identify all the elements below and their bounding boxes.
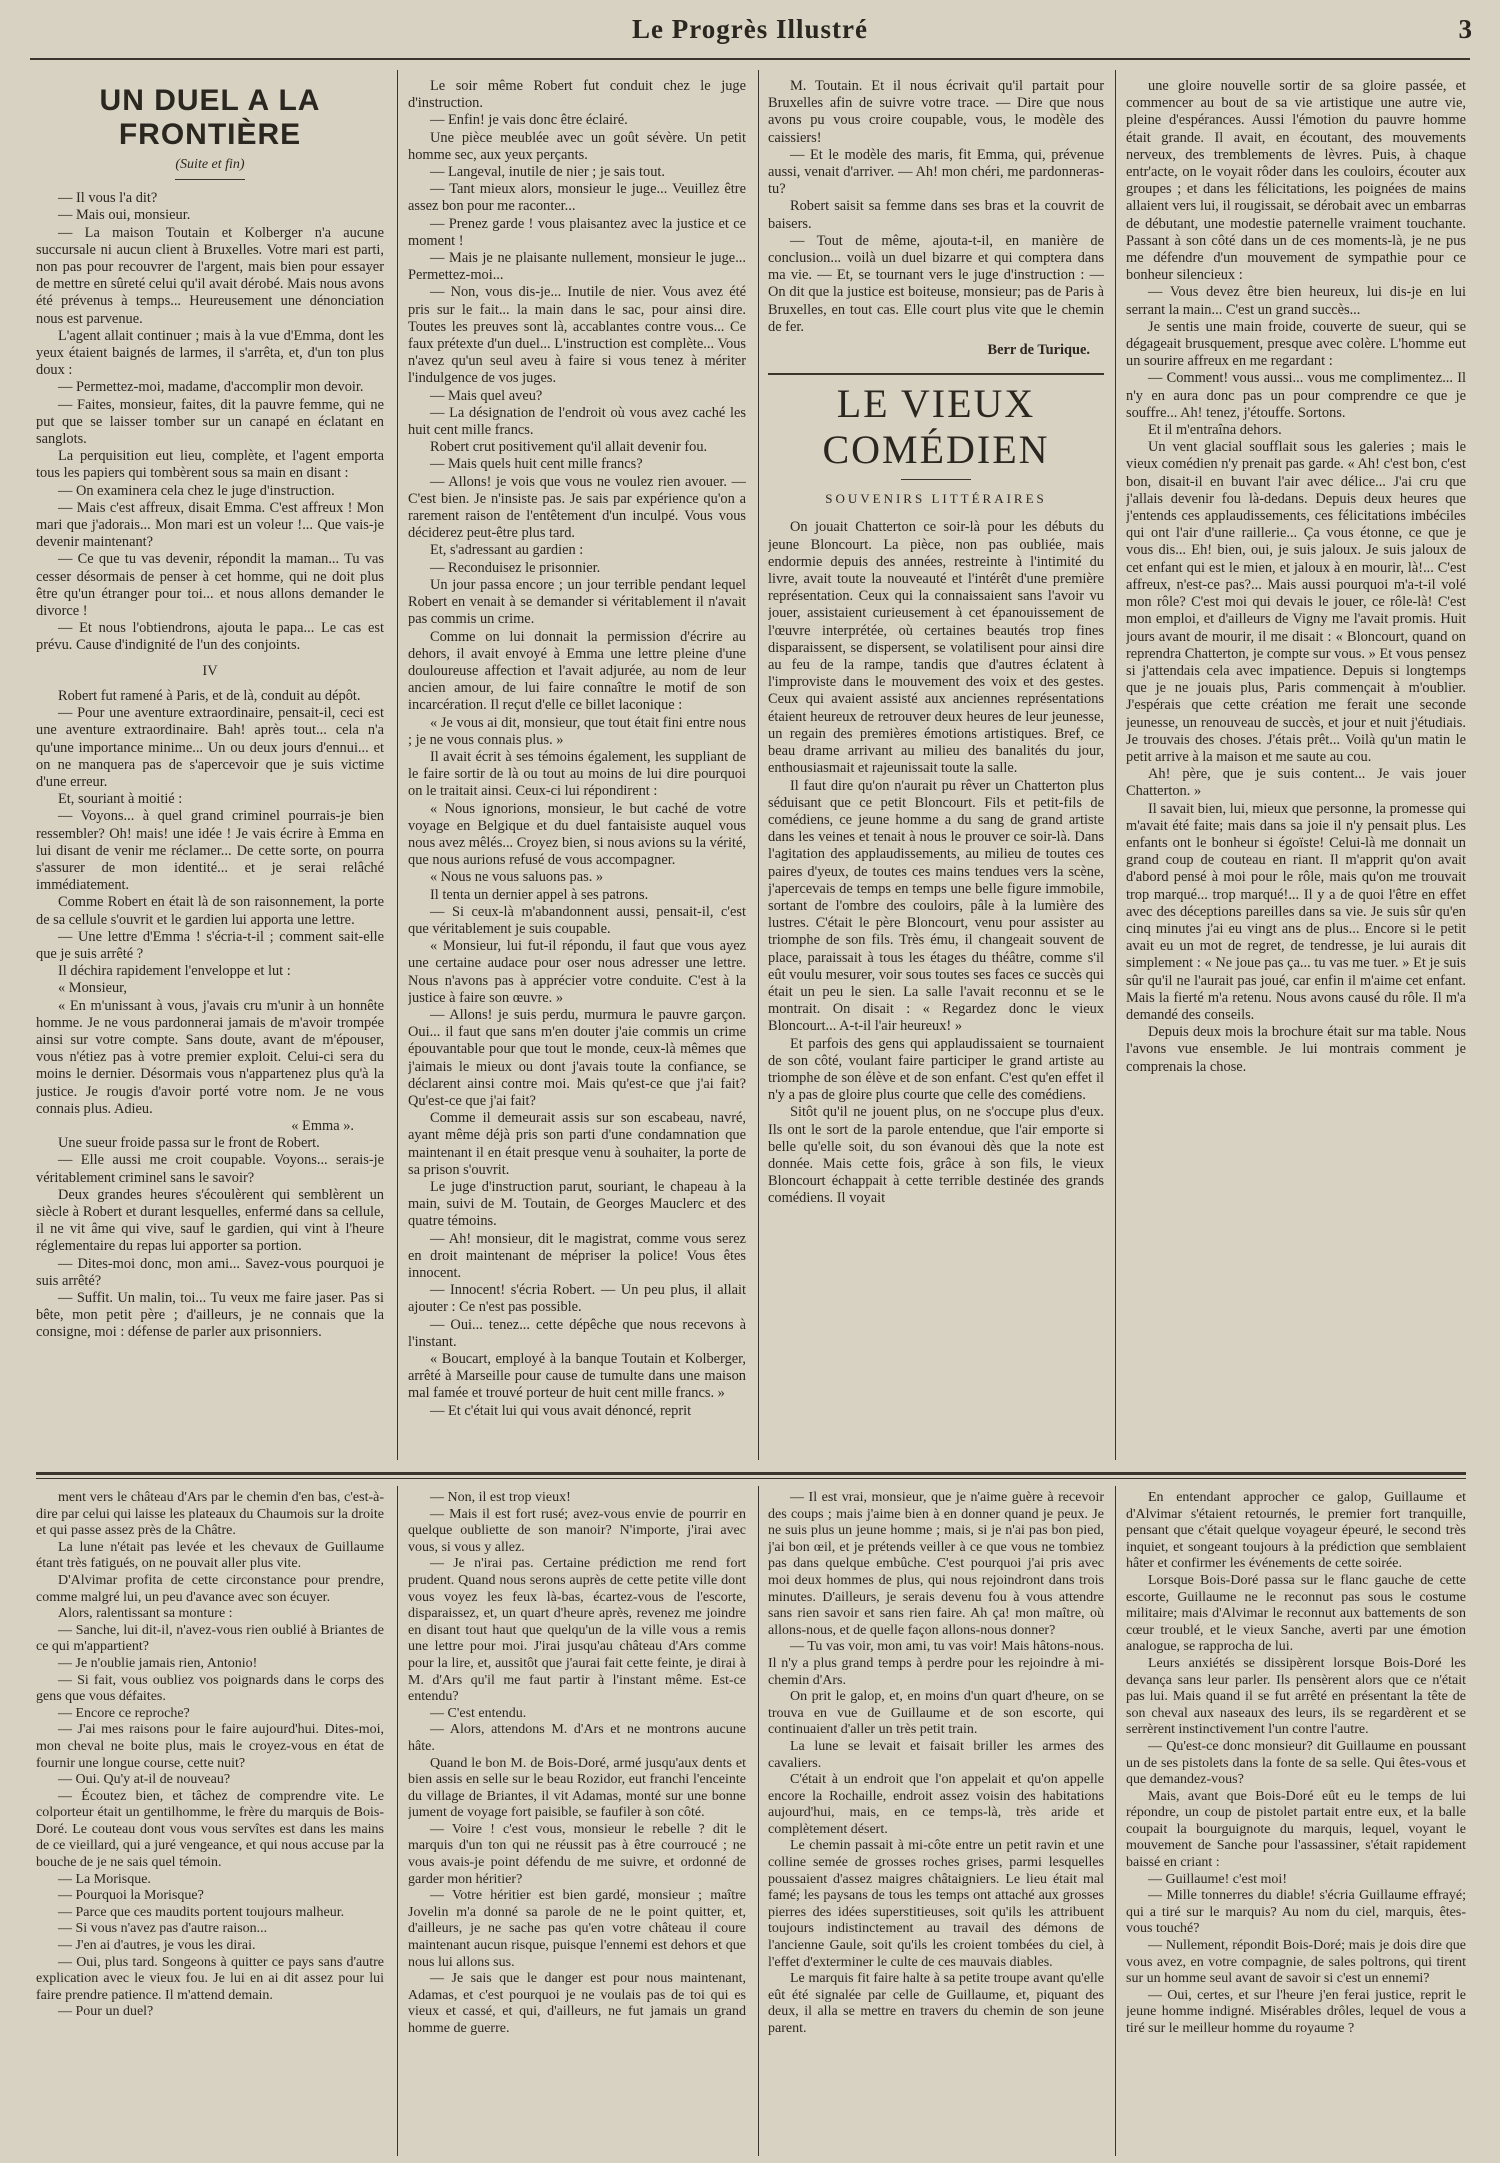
feuilleton-column-4 (1126, 1490, 1466, 2156)
paragraph: Sitôt qu'il ne jouent plus, on ne s'occupe plus d'eux. Ils ont le sort de la parole entendue, que l'air emporte si belle qu'elle soit, du son évanoui dès que la note est donnée. Mais cette fois, grâce à son fils, le vieux Bloncourt échappait à cette terrible destinée des grands comédiens. Il voyait (768, 1104, 1104, 1207)
paragraph: « Nous ignorions, monsieur, le but caché de votre voyage en Belgique et du duel fantaisiste auquel vous nous avez mêlés... Croyez bien, si nous avions su la vérité, que nous aurions refusé de vous accompagner. (408, 800, 746, 869)
paragraph: « Je vous ai dit, monsieur, que tout était fini entre nous ; je ne vous connais plus. » (408, 714, 746, 748)
paragraph: Et parfois des gens qui applaudissaient se tournaient de son côté, voulant faire participer le grand artiste au triomphe de son élève et de son enfant. C'est qu'en effet il n'y a pas de gloire plus courte que celle des comédiens. (768, 1035, 1104, 1104)
comedien-col4-paragraphs (1126, 78, 1466, 1076)
paragraph: — Il vous l'a dit? (58, 190, 158, 207)
paragraph: Le juge d'instruction parut, souriant, le chapeau à la main, suivi de M. Toutain, de Georges Mauclerc et des quatre témoins. (408, 1179, 746, 1230)
paragraph: — Tant mieux alors, monsieur le juge... Veuillez être assez bon pour me raconter... (408, 181, 746, 215)
paragraph: — Une lettre d'Emma ! s'écria-t-il ; comment sait-elle que je suis arrêté ? (36, 928, 384, 962)
article-title-duel: UN DUEL A LA FRONTIÈRE (99, 84, 321, 151)
section-number: IV (202, 662, 218, 679)
paragraph: — On examinera cela chez le juge d'instruction. (58, 482, 335, 499)
newspaper-title: Le Progrès Illustré (632, 14, 868, 44)
paragraph: — Mille tonnerres du diable! s'écria Guillaume effrayé; qui a tiré sur le marquis? Au nom du ciel, marquis, êtes-vous touché? (1126, 1888, 1466, 1937)
page-number: 3 (1458, 14, 1472, 44)
paragraph: Une sueur froide passa sur le front de Robert. (58, 1135, 320, 1152)
column-3-upper (768, 78, 1104, 1458)
paragraph: — Pour un duel? (58, 2004, 154, 2020)
paragraph: — Oui... tenez... cette dépêche que nous recevons à l'instant. (408, 1316, 746, 1350)
paragraph: — Non, il est trop vieux! (430, 1490, 571, 1505)
column-rule (1115, 70, 1116, 1460)
paragraph: — Mais c'est affreux, disait Emma. C'est affreux ! Mon mari que j'adorais... Mon mari est un voleur !... Que vais-je devenir maintenant? (36, 499, 384, 551)
paragraph: — Et c'était lui qui vous avait dénoncé, reprit (430, 1402, 692, 1419)
paragraph: La lune n'était pas levée et les chevaux de Guillaume étant très fatigués, on ne pouvait aller plus vite. (36, 1539, 384, 1572)
paragraph: — Alors, attendons M. d'Ars et ne montrons aucune hâte. (408, 1722, 746, 1754)
paragraph: — Si fait, vous oubliez vos poignards dans le corps des gens que vous défaites. (36, 1672, 384, 1705)
paragraph: Et, souriant à moitié : (58, 791, 183, 808)
paragraph: « Nous ne vous saluons pas. » (430, 869, 604, 886)
article-subtitle-duel: (Suite et fin) (175, 157, 245, 172)
paragraph: — Non, vous dis-je... Inutile de nier. Vous avez été pris sur le fait... la main dans le sac, pour ainsi dire. Toutes les preuves sont là, accablantes contre vous... Ce faux prétexte d'un duel... L'instruction est complète... Vous n'avez qu'un seul aveu à faire si vous tenez à mériter l'indulgence de vos juges. (408, 284, 746, 387)
paragraph: — Je n'irai pas. Certaine prédiction me rend fort prudent. Quand nous serons auprès de cette petite ville dont vous voyez les feux là-bas, écartez-vous de l'escorte, disparaissez, et, un quart d'heure après, revenez me joindre en disant tout haut que quelqu'un de la ville vous a remis une lettre pour moi. J'irai jusqu'au château d'Ars comme pour la lire, et, aussitôt que j'aurai fait cette feinte, je dirai à M. d'Ars qu'il me faut partir à l'instant même. Est-ce entendu? (408, 1556, 746, 1705)
paragraph: — Nullement, répondit Bois-Doré; mais je dois dire que vous avez, en votre compagnie, de sales poltrons, qui tirent sur un homme seul avant de savoir si c'est un ennemi? (1126, 1938, 1466, 1987)
paragraph: La lune se levait et faisait briller les armes des cavaliers. (768, 1738, 1104, 1771)
paragraph: — Vous devez être bien heureux, lui dis-je en lui serrant la main... C'est un grand succès... (1126, 284, 1466, 318)
header-rule (30, 58, 1470, 60)
column-rule (758, 70, 759, 1460)
paragraph: — Langeval, inutile de nier ; je sais tout. (430, 164, 665, 181)
duel-col1b-paragraphs (36, 688, 384, 1342)
paragraph: Quand le bon M. de Bois-Doré, armé jusqu'aux dents et bien assis en selle sur le beau Rozidor, eut franchi l'enceinte du village de Briantes, il vit Adamas, monté sur une bonne jument de voyage fort paisible, se faufiler à son côté. (408, 1755, 746, 1821)
paragraph: M. Toutain. Et il nous écrivait qu'il partait pour Bruxelles afin de suivre votre trace. — Dire que nous avons pu vous croire coupable, vous, le modèle des caissiers! (768, 78, 1104, 146)
paragraph: On jouait Chatterton ce soir-là pour les débuts du jeune Bloncourt. La pièce, non pas oubliée, mais endormie depuis des années, restreinte à l'intimité du livre, avait toute la nouveauté et l'intérêt d'une première représentation. Ceux qui la connaissaient sans l'avoir vu jouer, assistaient curieusement à cet épanouissement de l'œuvre interprétée, où certaines beautés trop fines disparaissent, se dispersent, se volatilisent pour ainsi dire au feu de la rampe, tandis que d'autres éclatent à l'improviste dans le mouvement des voix et des gestes. Ceux qui avaient assisté aux anciennes représentations étaient heureux de retrouver deux heures de leur jeunesse, un regain des premières émotions artistiques. Bref, ce beau drame arrivant au milieu des banalités du jour, enthousiasmait et rajeunissait toute la salle. (768, 519, 1104, 777)
paragraph: Il tenta un dernier appel à ses patrons. (430, 886, 649, 903)
paragraph: — Mais je ne plaisante nullement, monsieur le juge... Permettez-moi... (408, 250, 746, 284)
feuilleton-col4-paragraphs (1126, 1490, 1466, 2038)
paragraph: — Encore ce reproche? (58, 1705, 190, 1721)
paragraph: — Oui. Qu'y at-il de nouveau? (58, 1772, 231, 1788)
paragraph: La perquisition eut lieu, complète, et l'agent emporta tous les papiers qui tombèrent sous sa main en disant : (36, 448, 384, 482)
paragraph: — Mais oui, monsieur. (58, 207, 191, 224)
paragraph: — Allons! je suis perdu, murmura le pauvre garçon. Oui... il faut que sans m'en douter j'aie commis un crime épouvantable pour que tout le monde, ceux-là mêmes que j'aimais le mieux ou dont j'avais toute la confiance, se déclarent ainsi contre moi. Mais qu'est-ce que j'ai fait? Qu'est-ce que j'ai fait? (408, 1006, 746, 1109)
paragraph: — Sanche, lui dit-il, n'avez-vous rien oublié à Briantes de ce qui m'appartient? (36, 1622, 384, 1655)
paragraph: « Monsieur, (58, 980, 127, 997)
feuilleton-col3-paragraphs (768, 1490, 1104, 2038)
paragraph: Robert saisit sa femme dans ses bras et la couvrit de baisers. (768, 198, 1104, 232)
article-title-comedien: LE VIEUX COMÉDIEN (822, 381, 1050, 473)
paragraph: ment vers le château d'Ars par le chemin d'en bas, c'est-à-dire par celui qui laisse les plateaux du Chaumois sur la droite et qui passe assez près de la Châtre. (36, 1490, 384, 1539)
feuilleton-col2-paragraphs (408, 1490, 746, 2038)
paragraph: « Emma ». (291, 1117, 354, 1134)
paragraph: — Faites, monsieur, faites, dit la pauvre femme, qui ne put que se laisser tomber sur un canapé en éclatant en sanglots. (36, 396, 384, 448)
paragraph: Le soir même Robert fut conduit chez le juge d'instruction. (408, 78, 746, 112)
paragraph: En entendant approcher ce galop, Guillaume et d'Alvimar s'étaient retournés, le premier fort tranquille, pensant que c'était quelque voyageur épeuré, le second très inquiet, et songeant toujours à la prédiction que semblaient hâter et confirmer les événements de cette soirée. (1126, 1490, 1466, 1572)
article-separator-rule (768, 373, 1104, 375)
paragraph: — Et le modèle des maris, fit Emma, qui, prévenue aussi, venait d'arriver. — Ah! mon chéri, me pardonneras-tu? (768, 146, 1104, 198)
paragraph: Un vent glacial soufflait sous les galeries ; mais le vieux comédien n'y prenait pas garde. « Ah! c'est bon, c'est bon, disait-il en buvant l'air avec délice... J'ai cru que j'allais devenir fou là-dedans. Depuis deux heures que j'entends ces applaudissements, ces félicitations imbéciles qui ont l'air d'une raillerie... Ça vous étonne, ce que je vous dis... Eh! bien, oui, je suis jaloux. Je suis jaloux de cet enfant qui est le mien, et jaloux à en mourir, là!... C'est affreux, n'est-ce pas?... Mais aussi pourquoi m'a-t-il volé mon rôle? C'est moi qui devais le jouer, ce rôle-là! C'est mon emploi, et d'ailleurs de Vigny me l'avait promis. Huit jours avant de mourir, il me disait : « Bloncourt, quand on reprendra Chatterton, je compte sur vous. » Et vous pensez si j'attendais cela avec impatience. Depuis si longtemps que je ne jouais plus, Paris commençait à m'oublier. J'espérais que cette création me ferait une seconde jeunesse, un renouveau de succès, et jour et nuit j'étudiais. Je trouvais des choses. J'étais prêt... Voilà qu'un matin le petit arrive à la maison et me saute au cou. (1126, 439, 1466, 765)
paragraph: Le chemin passait à mi-côte entre un petit ravin et une colline semée de grosses roches grises, parmi lesquelles poussaient d'assez maigres châtaigniers. Le lieu était mal famé; les paysans de tous les temps ont attaché aux grosses pierres des idées superstitieuses, soit qu'ils les attribuent toujours indistinctement au travail des démons de l'ancienne Gaule, soit qu'ils les croient tombées du ciel, à l'effet d'exterminer le culte de ces mauvais diables. (768, 1838, 1104, 1970)
paragraph: Le marquis fit faire halte à sa petite troupe avant qu'elle eût été signalée par celle de Guillaume, et, piquant des deux, il alla se mettre en travers du chemin de son jeune parent. (768, 1971, 1104, 2036)
column-rule (397, 1486, 398, 2156)
paragraph: Comme on lui donnait la permission d'écrire au dehors, il avait envoyé à Emma une lettre pleine d'une douloureuse affection et l'avait adjurée, au nom de leur ancien amour, de lui faire connaître le motif de son incarcération. Il reçut d'elle ce billet laconique : (408, 628, 746, 714)
paragraph: Et, s'adressant au gardien : (430, 542, 584, 559)
paragraph: Mais, avant que Bois-Doré eût eu le temps de lui répondre, un coup de pistolet partait entre eux, et la balle coupait la bourguignote du marquis, lequel, voyant le mouvement de Sanche pour l'assassiner, s'était rapidement baissé en criant : (1126, 1788, 1466, 1871)
page-header (0, 14, 1500, 54)
paragraph: — Dites-moi donc, mon ami... Savez-vous pourquoi je suis arrêté? (36, 1255, 384, 1289)
article-signature: Berr de Turique. (987, 342, 1090, 359)
paragraph: — Écoutez bien, et tâchez de comprendre vite. Le colporteur était un gentilhomme, le frère du marquis de Bois-Doré. Le couteau dont vous vous servîtes est dans les mains de ce vieillard, qui a juré vengeance, et qui nous accuse par la bouche de je ne sais quel témoin. (36, 1788, 384, 1871)
paragraph: D'Alvimar profita de cette circonstance pour prendre, comme malgré lui, un peu d'avance avec son écuyer. (36, 1572, 384, 1605)
paragraph: — Comment! vous aussi... vous me complimentez... Il n'y en aura donc pas un pour comprendre ce que je souffre... Ah! tenez, j'étouffe. Sortons. (1126, 370, 1466, 421)
paragraph: Un jour passa encore ; un jour terrible pendant lequel Robert en venait à se demander si véritablement il n'avait pas commis un crime. (408, 576, 746, 628)
paragraph: Et il m'entraîna dehors. (1148, 422, 1282, 439)
paragraph: — La maison Toutain et Kolberger n'a aucune succursale ni aucun client à Bruxelles. Votre mari est parti, non pas pour recouvrer de l'argent, mais bien pour essayer de mettre en sûreté celui qu'il avait dérobé. Mais nous avons été prévenus à temps... Heureusement une dénonciation nous est parvenue. (36, 224, 384, 327)
paragraph: Il déchira rapidement l'enveloppe et lut : (58, 963, 291, 980)
column-rule (397, 70, 398, 1460)
article-subtitle-comedien: SOUVENIRS LITTÉRAIRES (825, 491, 1047, 507)
comedien-column-4 (1126, 78, 1466, 1458)
paragraph: — Oui, certes, et sur l'heure j'en ferai justice, reprit le jeune homme indigné. Misérables drôles, lequel de vous a tiré sur le meilleur homme du royaume ? (1126, 1987, 1466, 2036)
paragraph: On prit le galop, et, en moins d'un quart d'heure, on se trouva en vue de Guillaume et de son escorte, qui continuaient d'aller un très petit train. (768, 1689, 1104, 1738)
paragraph: — Voire ! c'est vous, monsieur le rebelle ? dit le marquis d'un ton qui ne réussit pas à être courroucé ; ne vous avais-je point défendu de me suivre, et ordonné de garder mon héritier? (408, 1821, 746, 1887)
feuilleton-column-1 (36, 1490, 384, 2156)
feuilleton-rule-bottom (36, 1478, 1466, 1479)
paragraph: — Allons! je vois que vous ne voulez rien avouer. — C'est bien. Je n'insiste pas. Je sais par expérience qu'on a rarement raison de l'entêtement d'un inculpé. Vous vous déciderez peut-être plus tard. (408, 473, 746, 542)
paragraph: — Oui, plus tard. Songeons à quitter ce pays sans d'autre explication avec le vieux fou. Je lui en ai dit assez pour lui faire prendre patience. Il m'attend demain. (36, 1954, 384, 2003)
paragraph: « En m'unissant à vous, j'avais cru m'unir à un honnête homme. Je ne vous pardonnerai jamais de m'avoir trompée ainsi sur votre compte. Sans doute, avant de m'épouser, vous n'étiez pas à votre premier exploit. Celui-ci sera du moins le dernier. Désormais vous n'appartenez plus qu'à la justice. Je rougis d'avoir porté votre nom. Je ne vous connais plus. Adieu. (36, 997, 384, 1117)
paragraph: une gloire nouvelle sortir de sa gloire passée, et commencer au bout de sa vie artistique une autre vie, pleine d'espérances. Aussi l'émotion du pauvre homme était grande. Il avait, en écoutant, des mouvements nerveux, des tremblements de lèvres. Puis, à chaque entr'acte, on le voyait rôder dans les couloirs, écouter aux groupes ; et dans les félicitations, les poignées de mains allaient vers lui, il rougissait, se dérobait avec un embarras de débutant, une modestie paternelle vraiment touchante. Passant à son côté dans un de ces moments-là, je ne pus me défendre d'un mouvement de sympathie pour ce bonheur silencieux : (1126, 78, 1466, 284)
paragraph: « Boucart, employé à la banque Toutain et Kolberger, arrêté à Marseille pour cause de tumulte dans une maison mal famée et trouvé porteur de huit cent mille francs. » (408, 1351, 746, 1402)
paragraph: — Tu vas voir, mon ami, tu vas voir! Mais hâtons-nous. Il n'y a plus grand temps à perdre pour les rejoindre à mi-chemin d'Ars. (768, 1639, 1104, 1688)
paragraph: — J'ai mes raisons pour le faire aujourd'hui. Dites-moi, mon cheval ne boite plus, mais le croyez-vous en état de fournir une longue course, cette nuit? (36, 1722, 384, 1771)
paragraph: — Tout de même, ajouta-t-il, en manière de conclusion... voilà un duel bizarre et qui comptera dans ma vie. — Et, se tournant vers le juge d'instruction : — On dit que la justice est boiteuse, monsieur; pas de Paris à Bruxelles, en tout cas. Elle court plus vite que le chemin de fer. (768, 232, 1104, 335)
paragraph: Ah! père, que je suis content... Je vais jouer Chatterton. » (1126, 766, 1466, 800)
paragraph: Leurs anxiétés se dissipèrent lorsque Bois-Doré les devança sans leur parler. Ils pensèrent alors que ce n'était pas lui. Mais quand il se fut arrêté en présentant la tête de son cheval aux naseaux des leurs, ils se regardèrent et se serrèrent instinctivement l'un contre l'autre. (1126, 1655, 1466, 1738)
paragraph: — Et nous l'obtiendrons, ajouta le papa... Le cas est prévu. Cause d'indignité de l'un des conjoints. (36, 620, 384, 654)
paragraph: — Il est vrai, monsieur, que je n'aime guère à recevoir des coups ; mais j'aime bien à en donner quand je peux. Je ne suis plus un jeune homme ; mais, si je n'ai pas bon pied, j'ai bon œil, et je prétends veiller à ce que vous ne tombiez pas dans quelque embûche. C'est pourquoi j'ai pris avec moi deux hommes de plus, qui nous rejoindront dans trois minutes. D'ailleurs, je serais devenu fou à vous attendre sans rien savoir et sans rien faire. Ah ça! mon maître, où allons-nous, et de quelle façon allons-nous donner? (768, 1490, 1104, 1638)
feuilleton-col1-paragraphs (36, 1490, 384, 2021)
paragraph: Robert fut ramené à Paris, et de là, conduit au dépôt. (58, 687, 361, 704)
paragraph: — Suffit. Un malin, toi... Tu veux me faire jaser. Pas si bête, mon petit père ; d'ailleurs, je ne connais que la consigne, moi : défense de parler aux prisonniers. (36, 1290, 384, 1341)
paragraph: « Monsieur, lui fut-il répondu, il faut que vous ayez une certaine audace pour oser nous adresser une lettre. Nous n'avons pas à apprécier votre conduite. C'est à la justice à faire son œuvre. » (408, 938, 746, 1006)
paragraph: — Guillaume! c'est moi! (1148, 1871, 1287, 1887)
paragraph: Comme Robert en était là de son raisonnement, la porte de sa cellule s'ouvrit et le gardien lui apporta une lettre. (36, 894, 384, 928)
paragraph: Robert crut positivement qu'il allait devenir fou. (430, 439, 708, 456)
paragraph: — Ah! monsieur, dit le magistrat, comme vous serez en droit maintenant de mépriser la police! Vous êtes innocent. (408, 1230, 746, 1282)
paragraph: Une pièce meublée avec un goût sévère. Un petit homme sec, aux yeux perçants. (408, 129, 746, 163)
paragraph: Depuis deux mois la brochure était sur ma table. Nous l'avons vue ensemble. Je lui montrais comment je comprenais la chose. (1126, 1024, 1466, 1075)
paragraph: L'agent allait continuer ; mais à la vue d'Emma, dont les yeux étaient baignés de larmes, il s'arrêta, et, d'un ton plus doux : (36, 327, 384, 379)
duel-col3-paragraphs (768, 78, 1104, 336)
paragraph: Il avait écrit à ses témoins également, les suppliant de le faire sortir de là ou tout au moins de lui dire pourquoi on le traitait ainsi. Ceux-ci lui répondirent : (408, 748, 746, 800)
paragraph: — La Morisque. (58, 1871, 151, 1887)
separator (901, 479, 971, 480)
paragraph: Alors, ralentissant sa monture : (58, 1606, 233, 1622)
paragraph: — Votre héritier est bien gardé, monsieur ; maître Jovelin m'a donné sa parole de ne le point quitter, et, d'ailleurs, je ne sache pas qu'en votre château il coure maintenant aucun risque, puisque l'ennemi est dehors et que nous lui allons sus. (408, 1888, 746, 1970)
paragraph: — Parce que ces maudits portent toujours malheur. (58, 1904, 345, 1920)
duel-col2-paragraphs (408, 78, 746, 1420)
paragraph: Lorsque Bois-Doré passa sur le flanc gauche de cette escorte, Guillaume ne le reconnut pas sous le costume militaire; mais d'Alvimar le reconnut aux battements de son cœur troublé, et le vieux Sanche, averti par une émotion analogue, se rapprocha de lui. (1126, 1572, 1466, 1655)
paragraph: — Si ceux-là m'abandonnent aussi, pensait-il, c'est que véritablement je suis coupable. (408, 903, 746, 937)
paragraph: — C'est entendu. (430, 1705, 527, 1721)
paragraph: C'était à un endroit que l'on appelait et qu'on appelle encore la Rochaille, endroit assez voisin des habitations aujourd'hui, mais, en ce temps-là, très aride et complètement désert. (768, 1772, 1104, 1837)
paragraph: — Mais il est fort rusé; avez-vous envie de pourrir en quelque oubliette de son manoir? N'importe, j'irai avec vous, si vous y allez. (408, 1506, 746, 1555)
paragraph: — Ce que tu vas devenir, répondit la maman... Tu vas cesser désormais de penser à cet homme, qui ne doit plus être qu'un étranger pour toi... et nous allons demander le divorce ! (36, 551, 384, 620)
feuilleton-column-2 (408, 1490, 746, 2156)
paragraph: Il faut dire qu'on n'aurait pu rêver un Chatterton plus séduisant que ce petit Bloncourt. Fils et petit-fils de comédiens, ce jeune homme a du sang de grand artiste dans les veines et tenait à nous le prouver ce soir-là. Dans l'agitation des applaudissements, au milieu de toutes ces paires d'yeux, de toutes ces mains tendues vers la scène, j'apercevais de temps en temps une belle figure immobile, sortant de l'ombre des couloirs, pâle à la lumière des lustres. C'était le père Bloncourt, venu pour assister au triomphe de son fils. Très ému, il changeait souvent de place, paraissait à tous les étages du théâtre, comme s'il eût voulu mesurer, voir sous toutes ses faces ce succès qui était un peu le sien. La salle l'avait reconnu et se le montrait. On disait : « Regardez donc le vieux Bloncourt... A-t-il l'air heureux! » (768, 777, 1104, 1035)
paragraph: — Innocent! s'écria Robert. — Un peu plus, il allait ajouter : Ce n'est pas possible. (408, 1282, 746, 1316)
paragraph: — Permettez-moi, madame, d'accomplir mon devoir. (58, 379, 364, 396)
paragraph: — Mais quel aveu? (430, 387, 543, 404)
separator (175, 179, 245, 180)
paragraph: Deux grandes heures s'écoulèrent qui semblèrent un siècle à Robert et durant lesquelles, enfermé dans sa cellule, il ne vit âme qui vive, sauf le gardien, qui vint à l'heure réglementaire du repas lui apporter sa portion. (36, 1186, 384, 1255)
paragraph: — Elle aussi me croit coupable. Voyons... serais-je véritablement criminel sans le savoir? (36, 1152, 384, 1186)
paragraph: — Pourquoi la Morisque? (58, 1888, 204, 1904)
paragraph: — Si vous n'avez pas d'autre raison... (58, 1921, 268, 1937)
feuilleton-rule-top (36, 1472, 1466, 1475)
paragraph: — Mais quels huit cent mille francs? (430, 456, 643, 473)
duel-column-1 (36, 78, 384, 1458)
paragraph: — Pour une aventure extraordinaire, pensait-il, ceci est une aventure extraordinaire. Bah! après tout... cela n'a qu'une importance minime... Un ou deux jours d'ennui... et on ne manquera pas de s'apercevoir que je suis victime d'une erreur. (36, 705, 384, 790)
column-rule (758, 1486, 759, 2156)
column-rule (1115, 1486, 1116, 2156)
feuilleton-column-3 (768, 1490, 1104, 2156)
paragraph: Il savait bien, lui, mieux que personne, la promesse qui m'avait été faite; mais dans sa joie il n'y pensait plus. Les enfants ont le bonheur si égoïste! Celui-là me donnait un grand coup de couteau en riant. Il m'apprit qu'on avait d'abord pensé à moi pour le rôle, mais qu'on me trouvait trop marqué... trop marqué!... Il y a de quoi l'être en effet avec des déceptions pareilles dans sa vie. Je suis sûr qu'en cinq minutes j'ai eu vingt ans de plus... Encore si le petit avait eu un mot de regret, de tendresse, je lui aurais dit simplement : « Ne joue pas ça... tu vas me tuer. » Et je suis sûr qu'il ne l'aurait pas joué, car enfin il m'aime cet enfant. Mais la fierté m'a retenu. Nous avons causé du rôle. Il m'a demandé des conseils. (1126, 800, 1466, 1023)
paragraph: — Qu'est-ce donc monsieur? dit Guillaume en poussant un de ses pistolets dans la fonte de sa selle. Qui êtes-vous et que demandez-vous? (1126, 1738, 1466, 1788)
paragraph: — Enfin! je vais donc être éclairé. (430, 112, 628, 129)
duel-column-2 (408, 78, 746, 1458)
paragraph: — Voyons... à quel grand criminel pourrais-je bien ressembler? Oh! mais! une idée ! Je vais écrire à Emma en lui disant de venir me réclamer... De cette sorte, on pourra s'assurer de mon identité... et je serai relâché immédiatement. (36, 808, 384, 894)
paragraph: — Prenez garde ! vous plaisantez avec la justice et ce moment ! (408, 215, 746, 249)
duel-col1-paragraphs (36, 190, 384, 654)
paragraph: — Reconduisez le prisonnier. (430, 559, 601, 576)
paragraph: — La désignation de l'endroit où vous avez caché les huit cent mille francs. (408, 404, 746, 439)
paragraph: — J'en ai d'autres, je vous les dirai. (58, 1938, 256, 1954)
paragraph: Comme il demeurait assis sur son escabeau, navré, ayant même déjà pris son parti d'une condamnation que maintenant il en était presque venu à souhaiter, la porte de sa prison s'ouvrit. (408, 1110, 746, 1178)
paragraph: Je sentis une main froide, couverte de sueur, qui se dégageait brusquement, presque avec colère. L'homme eut un sourire affreux en me regardant : (1126, 318, 1466, 370)
paragraph: — Je n'oublie jamais rien, Antonio! (58, 1655, 258, 1671)
comedien-col3-paragraphs (768, 519, 1104, 1207)
paragraph: — Je sais que le danger est pour nous maintenant, Adamas, et c'est pourquoi je ne voulais pas de toi qui es vieux et cassé, et qui, d'ailleurs, ne fut jamais un grand homme de guerre. (408, 1971, 746, 2036)
